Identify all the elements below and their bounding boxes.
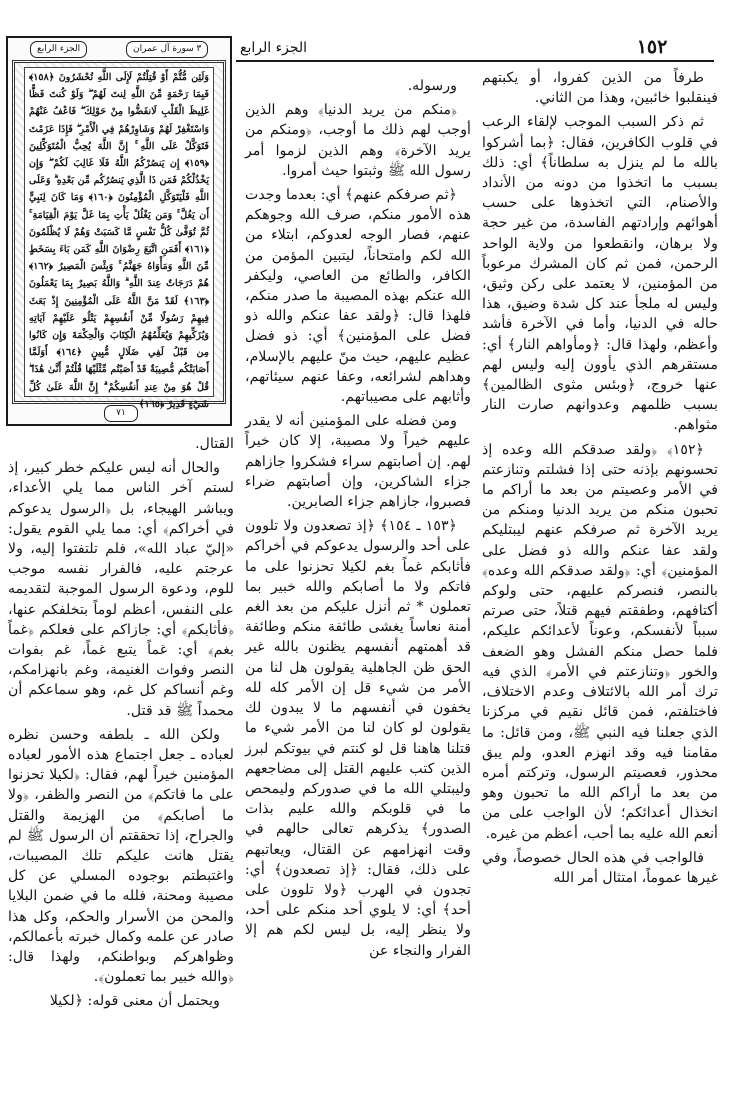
paragraph: ﴿منكم من يريد الدنيا﴾ وهم الذين أوجب لهم ذلك ما أوجب، ﴿ومنكم من يريد الآخرة﴾ وهم الذين لزموا أمر رسول الله ﷺ وثبتوا حيث أمروا. (245, 102, 471, 179)
inset-surah-label: ٣ سورة آل عمران (126, 41, 208, 58)
paragraph: والحال أنه ليس عليكم خطر كبير، إذ لستم آخر الناس مما يلي الأعداء، ويباشر الهيجاء، بل ﴿الرسول يدعوكم في أخراكم﴾ أي: مما يلي القوم يقول: «إليّ عباد الله»، فلم تلتفتوا إليه، ولا عرجتم عليه، فالفرار نفسه موجب للوم، ودعوة الرسول الموجبة لتقديمه على النفس، أعظم لوماً بتخلفكم عنها، ﴿فأثابكم﴾ أي: جازاكم على فعلكم ﴿غماً بغم﴾ أي: غماً يتبع غماً، غم بفوات النصر وفوات الغنيمة، وغم بانهزامكم، وغم أنساكم كل غم، وهو سماعكم أن محمداً ﷺ قد قتل. (8, 460, 234, 719)
paragraph: ويحتمل أن معنى قوله: ﴿لكيلا (49, 993, 220, 1010)
ornamental-frame (12, 60, 226, 410)
paragraph: ورسوله. (407, 78, 457, 94)
commentary-column-left (8, 434, 234, 1098)
paragraph: ﴿١٥٣ ـ ١٥٤﴾ ﴿إذ تصعدون ولا تلوون على أحد والرسول يدعوكم في أخراكم فأثابكم غماً بغم لكيلا تحزنوا على ما فاتكم ولا ما أصابكم والله خبير بما تعملون * ثم أنزل عليكم من بعد الغم أمنة نعاساً يغشى طائفة منكم وطائفة قد أهمتهم أنفسهم يظنون بالله غير الحق ظن الجاهلية يقولون هل لنا من الأمر من شيء قل إن الأمر كله لله يخفون في أنفسهم ما لا يبدون لك يقولون لو كان لنا من الأمر شيء ما قتلنا هاهنا قل لو كنتم في بيوتكم لبرز الذين كتب عليهم القتل إلى مضاجعهم وليبتلي الله ما في صدوركم وليمحص ما في قلوبكم والله عليم بذات الصدور﴾ يذكرهم تعالى حالهم في وقت انهزامهم عن القتال، ويعاتبهم على ذلك، فقال: ﴿إذ تصعدون﴾ أي: تجدون في الهرب ﴿ولا تلوون على أحد﴾ أي: لا يلوي أحد منكم على أحد، ولا ينظر إليه، بل ليس لكم هم إلا الفرار والنجاء عن (245, 518, 471, 959)
quran-inset-panel (6, 36, 232, 426)
page-number: ١٥٢ (636, 36, 668, 58)
commentary-column-middle (245, 76, 471, 1098)
paragraph: القتال. (195, 436, 234, 452)
inset-juz-label: الجزء الرابع (30, 41, 87, 58)
paragraph: ثم ذكر السبب الموجب لإلقاء الرعب في قلوب الكافرين، فقال: ﴿بما أشركوا بالله ما لم ينزل به سلطاناً﴾ أي: ذلك بسبب ما اتخذوا من دونه من الأنداد والأصنام، التي اتخذوها على حسب أهوائهم وإرادتهم الفاسدة، من غير حجة ولا برهان، وانقطعوا من ولاية الواحد الرحمن، فمن ثم كان المشرك مرعوباً من المؤمنين، لا يعتمد على ركن وثيق، وليس له ملجأ عند كل شدة وضيق، هذا حاله في الدنيا، وأما في الآخرة فأشد وأعظم، ولهذا قال: ﴿ومأواهم النار﴾ أي: مستقرهم الذي يأوون إليه وليس لهم عنها خروج، ﴿وبئس مثوى الظالمين﴾ بسبب ظلمهم وعدوانهم صارت النار مثواهم. (482, 114, 718, 434)
paragraph: ﴿١٥٢﴾ ﴿ولقد صدقكم الله وعده إذ تحسونهم بإذنه حتى إذا فشلتم وتنازعتم في الأمر وعصيتم من بعد ما أراكم ما تحبون منكم من يريد الدنيا ومنكم من يريد الآخرة ثم صرفكم عنهم ليبتليكم ولقد عفا عنكم والله ذو فضل على المؤمنين﴾ أي: ﴿ولقد صدقكم الله وعده﴾ بالنصر، فنصركم عليهم، حتى ولوكم أكتافهم، وطفقتم فيهم قتلاً، حتى صرتم سبباً لأنفسكم، وعوناً لأعدائكم عليكم، فلما حصل منكم الفشل وهو الضعف والخور ﴿وتنازعتم في الأمر﴾ الذي فيه ترك أمر الله بالائتلاف وعدم الاختلاف، فاختلفتم، فمن قائل نقيم في مركزنا الذي جعلنا فيه النبي ﷺ، ومن قائل: ما مقامنا فيه وقد انهزم العدو، ولم يبق محذور، فعصيتم الرسول، وتركتم أمره من بعد ما أراكم الله ما تحبون وهو انخذال أعدائكم؛ لأن الواجب على من أنعم الله عليه بما أحب، أعظم من غيره. (482, 441, 718, 842)
paragraph: ﴿ثم صرفكم عنهم﴾ أي: بعدما وجدت هذه الأمور منكم، صرف الله وجوهكم عنهم، فصار الوجه لعدوكم، ابتلاء من الله لكم وامتحاناً، ليتبين المؤمن من الكافر، والطائع من العاصي، وليكفر الله عنكم بهذه المصيبة ما صدر منكم، فلهذا قال: ﴿ولقد عفا عنكم والله ذو فضل على المؤمنين﴾ أي: ذو فضل عظيم عليهم، حيث منّ عليهم بالإسلام، وهداهم لشرائعه، وعفا عنهم سيئاتهم، وأثابهم على مصيباتهم. (245, 187, 471, 406)
paragraph: طرفاً من الذين كفروا، أو يكبتهم فينقلبوا خائبين، وهذا من الثاني. (482, 70, 718, 107)
commentary-column-right (482, 68, 718, 1098)
quran-verses: وَلَئِن مُّتُّمْ أَوْ قُتِلْتُمْ لَإِلَى اللَّهِ تُحْشَرُونَ ﴿١٥٨﴾ فَبِمَا رَحْمَةٍ مِّنَ اللَّهِ لِنتَ لَهُمْ ۖ وَلَوْ كُنتَ فَظًّا غَلِيظَ الْقَلْبِ لَانفَضُّوا مِنْ حَوْلِكَ ۖ فَاعْفُ عَنْهُمْ وَاسْتَغْفِرْ لَهُمْ وَشَاوِرْهُمْ فِي الْأَمْرِ ۖ فَإِذَا عَزَمْتَ فَتَوَكَّلْ عَلَى اللَّهِ ۚ إِنَّ اللَّهَ يُحِبُّ الْمُتَوَكِّلِينَ ﴿١٥٩﴾ إِن يَنصُرْكُمُ اللَّهُ فَلَا غَالِبَ لَكُمْ ۖ وَإِن يَخْذُلْكُمْ فَمَن ذَا الَّذِي يَنصُرُكُم مِّن بَعْدِهِ ۗ وَعَلَى اللَّهِ فَلْيَتَوَكَّلِ الْمُؤْمِنُونَ ﴿١٦٠﴾ وَمَا كَانَ لِنَبِيٍّ أَن يَغُلَّ ۚ وَمَن يَغْلُلْ يَأْتِ بِمَا غَلَّ يَوْمَ الْقِيَامَةِ ۚ ثُمَّ تُوَفَّىٰ كُلُّ نَفْسٍ مَّا كَسَبَتْ وَهُمْ لَا يُظْلَمُونَ ﴿١٦١﴾ أَفَمَنِ اتَّبَعَ رِضْوَانَ اللَّهِ كَمَن بَاءَ بِسَخَطٍ مِّنَ اللَّهِ وَمَأْوَاهُ جَهَنَّمُ ۚ وَبِئْسَ الْمَصِيرُ ﴿١٦٢﴾ هُمْ دَرَجَاتٌ عِندَ اللَّهِ ۗ وَاللَّهُ بَصِيرٌ بِمَا يَعْمَلُونَ ﴿١٦٣﴾ لَقَدْ مَنَّ اللَّهُ عَلَى الْمُؤْمِنِينَ إِذْ بَعَثَ فِيهِمْ رَسُولًا مِّنْ أَنفُسِهِمْ يَتْلُو عَلَيْهِمْ آيَاتِهِ وَيُزَكِّيهِمْ وَيُعَلِّمُهُمُ الْكِتَابَ وَالْحِكْمَةَ وَإِن كَانُوا مِن قَبْلُ لَفِي ضَلَالٍ مُّبِينٍ ﴿١٦٤﴾ أَوَلَمَّا أَصَابَتْكُم مُّصِيبَةٌ قَدْ أَصَبْتُم مِّثْلَيْهَا قُلْتُمْ أَنَّىٰ هَٰذَا ۖ قُلْ هُوَ مِنْ عِندِ أَنفُسِكُمْ ۗ إِنَّ اللَّهَ عَلَىٰ كُلِّ شَيْءٍ قَدِيرٌ ﴿١٦٥﴾ (24, 67, 214, 397)
paragraph: فالواجب في هذه الحال خصوصاً، وفي غيرها عموماً، امتثال أمر الله (482, 849, 718, 886)
running-head: الجزء الرابع (240, 40, 308, 56)
paragraph: ومن فضله على المؤمنين أنه لا يقدر عليهم خيراً ولا مصيبة، إلا كان خيراً لهم. إن أصابتهم سراء فشكروا جازاهم جزاء الشاكرين، وإن أصابتهم ضراء فصبروا، جازاهم جزاء الصابرين. (245, 413, 471, 511)
header-rule (236, 60, 714, 62)
paragraph: ولكن الله ـ بلطفه وحسن نظره لعباده ـ جعل اجتماع هذه الأمور لعباده المؤمنين خيراً لهم، فقال: ﴿لكيلا تحزنوا على ما فاتكم﴾ من النصر والظفر، ﴿ولا ما أصابكم﴾ من الهزيمة والقتل والجراح، إذا تحققتم أن الرسول ﷺ لم يقتل هانت عليكم تلك المصيبات، واغتبطتم بوجوده المسلي عن كل مصيبة ومحنة، فلله ما في ضمن البلايا والمحن من الأسرار والحكم، وكل هذا صادر عن علمه وكمال خبرته بأعمالكم، وظواهركم وبواطنكم، ولهذا قال: ﴿والله خبير بما تعملون﴾. (8, 726, 234, 986)
inset-page-number: ٧١ (104, 405, 138, 422)
